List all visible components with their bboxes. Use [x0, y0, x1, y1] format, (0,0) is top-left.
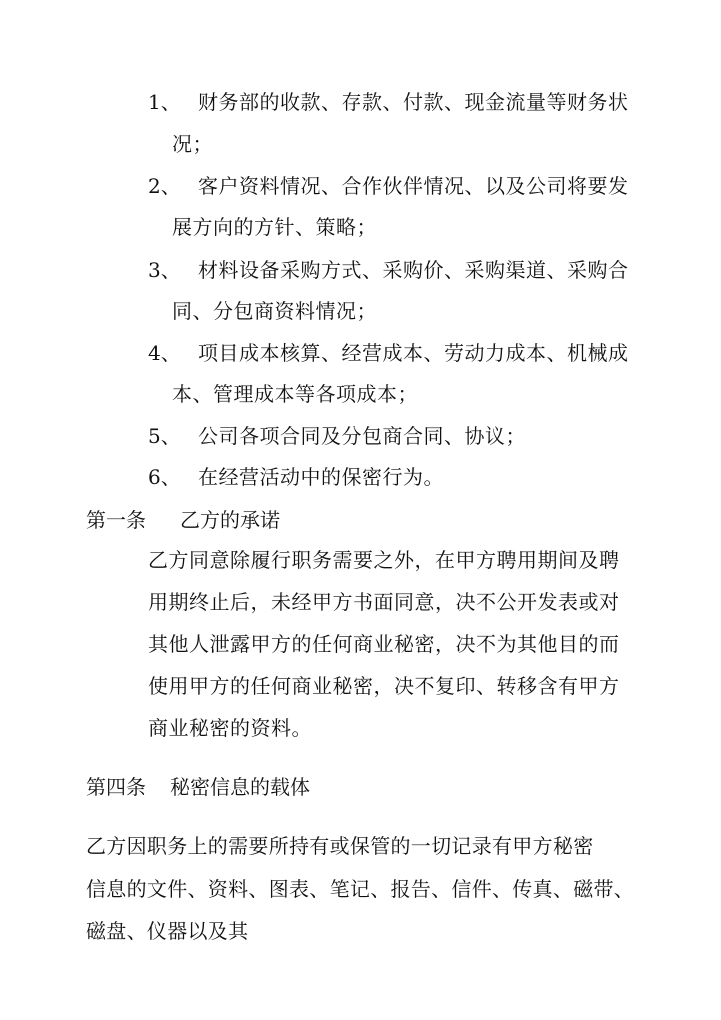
paragraph-line: 信息的文件、资料、图表、笔记、报告、信件、传真、磁带、: [86, 877, 635, 901]
paragraph-line: 用期终止后，未经甲方书面同意，决不公开发表或对: [148, 590, 620, 614]
list-number: 3、: [148, 258, 181, 282]
article-title: 乙方的承诺: [180, 508, 280, 532]
list-text-line: 材料设备采购方式、采购价、采购渠道、采购合: [198, 258, 629, 282]
paragraph-line: 磁盘、仪器以及其: [86, 919, 249, 943]
list-number: 5、: [148, 424, 181, 448]
list-text-line: 况；: [172, 132, 213, 156]
list-text-line: 在经营活动中的保密行为。: [198, 465, 444, 489]
paragraph-line: 乙方同意除履行职务需要之外，在甲方聘用期间及聘: [148, 548, 620, 572]
list-text-line: 客户资料情况、合作伙伴情况、以及公司将要发: [198, 174, 629, 198]
list-number: 4、: [148, 341, 181, 365]
list-text-line: 本、管理成本等各项成本；: [172, 382, 418, 406]
list-text-line: 展方向的方针、策略；: [172, 215, 377, 239]
paragraph-line: 其他人泄露甲方的任何商业秘密，决不为其他目的而: [148, 632, 620, 656]
list-text-line: 财务部的收款、存款、付款、现金流量等财务状: [198, 90, 629, 114]
paragraph-line: 乙方因职务上的需要所持有或保管的一切记录有甲方秘密: [86, 834, 594, 858]
list-number: 2、: [148, 174, 181, 198]
list-text-line: 项目成本核算、经营成本、劳动力成本、机械成: [198, 341, 629, 365]
list-number: 1、: [148, 90, 181, 114]
list-number: 6、: [148, 465, 181, 489]
paragraph-line: 使用甲方的任何商业秘密，决不复印、转移含有甲方: [148, 674, 620, 698]
list-text-line: 同、分包商资料情况；: [172, 299, 377, 323]
list-text-line: 公司各项合同及分包商合同、协议；: [198, 424, 526, 448]
article-number: 第一条: [86, 508, 146, 532]
article-title: 秘密信息的载体: [170, 775, 310, 799]
paragraph-line: 商业秘密的资料。: [148, 716, 312, 740]
article-number: 第四条: [86, 775, 146, 799]
